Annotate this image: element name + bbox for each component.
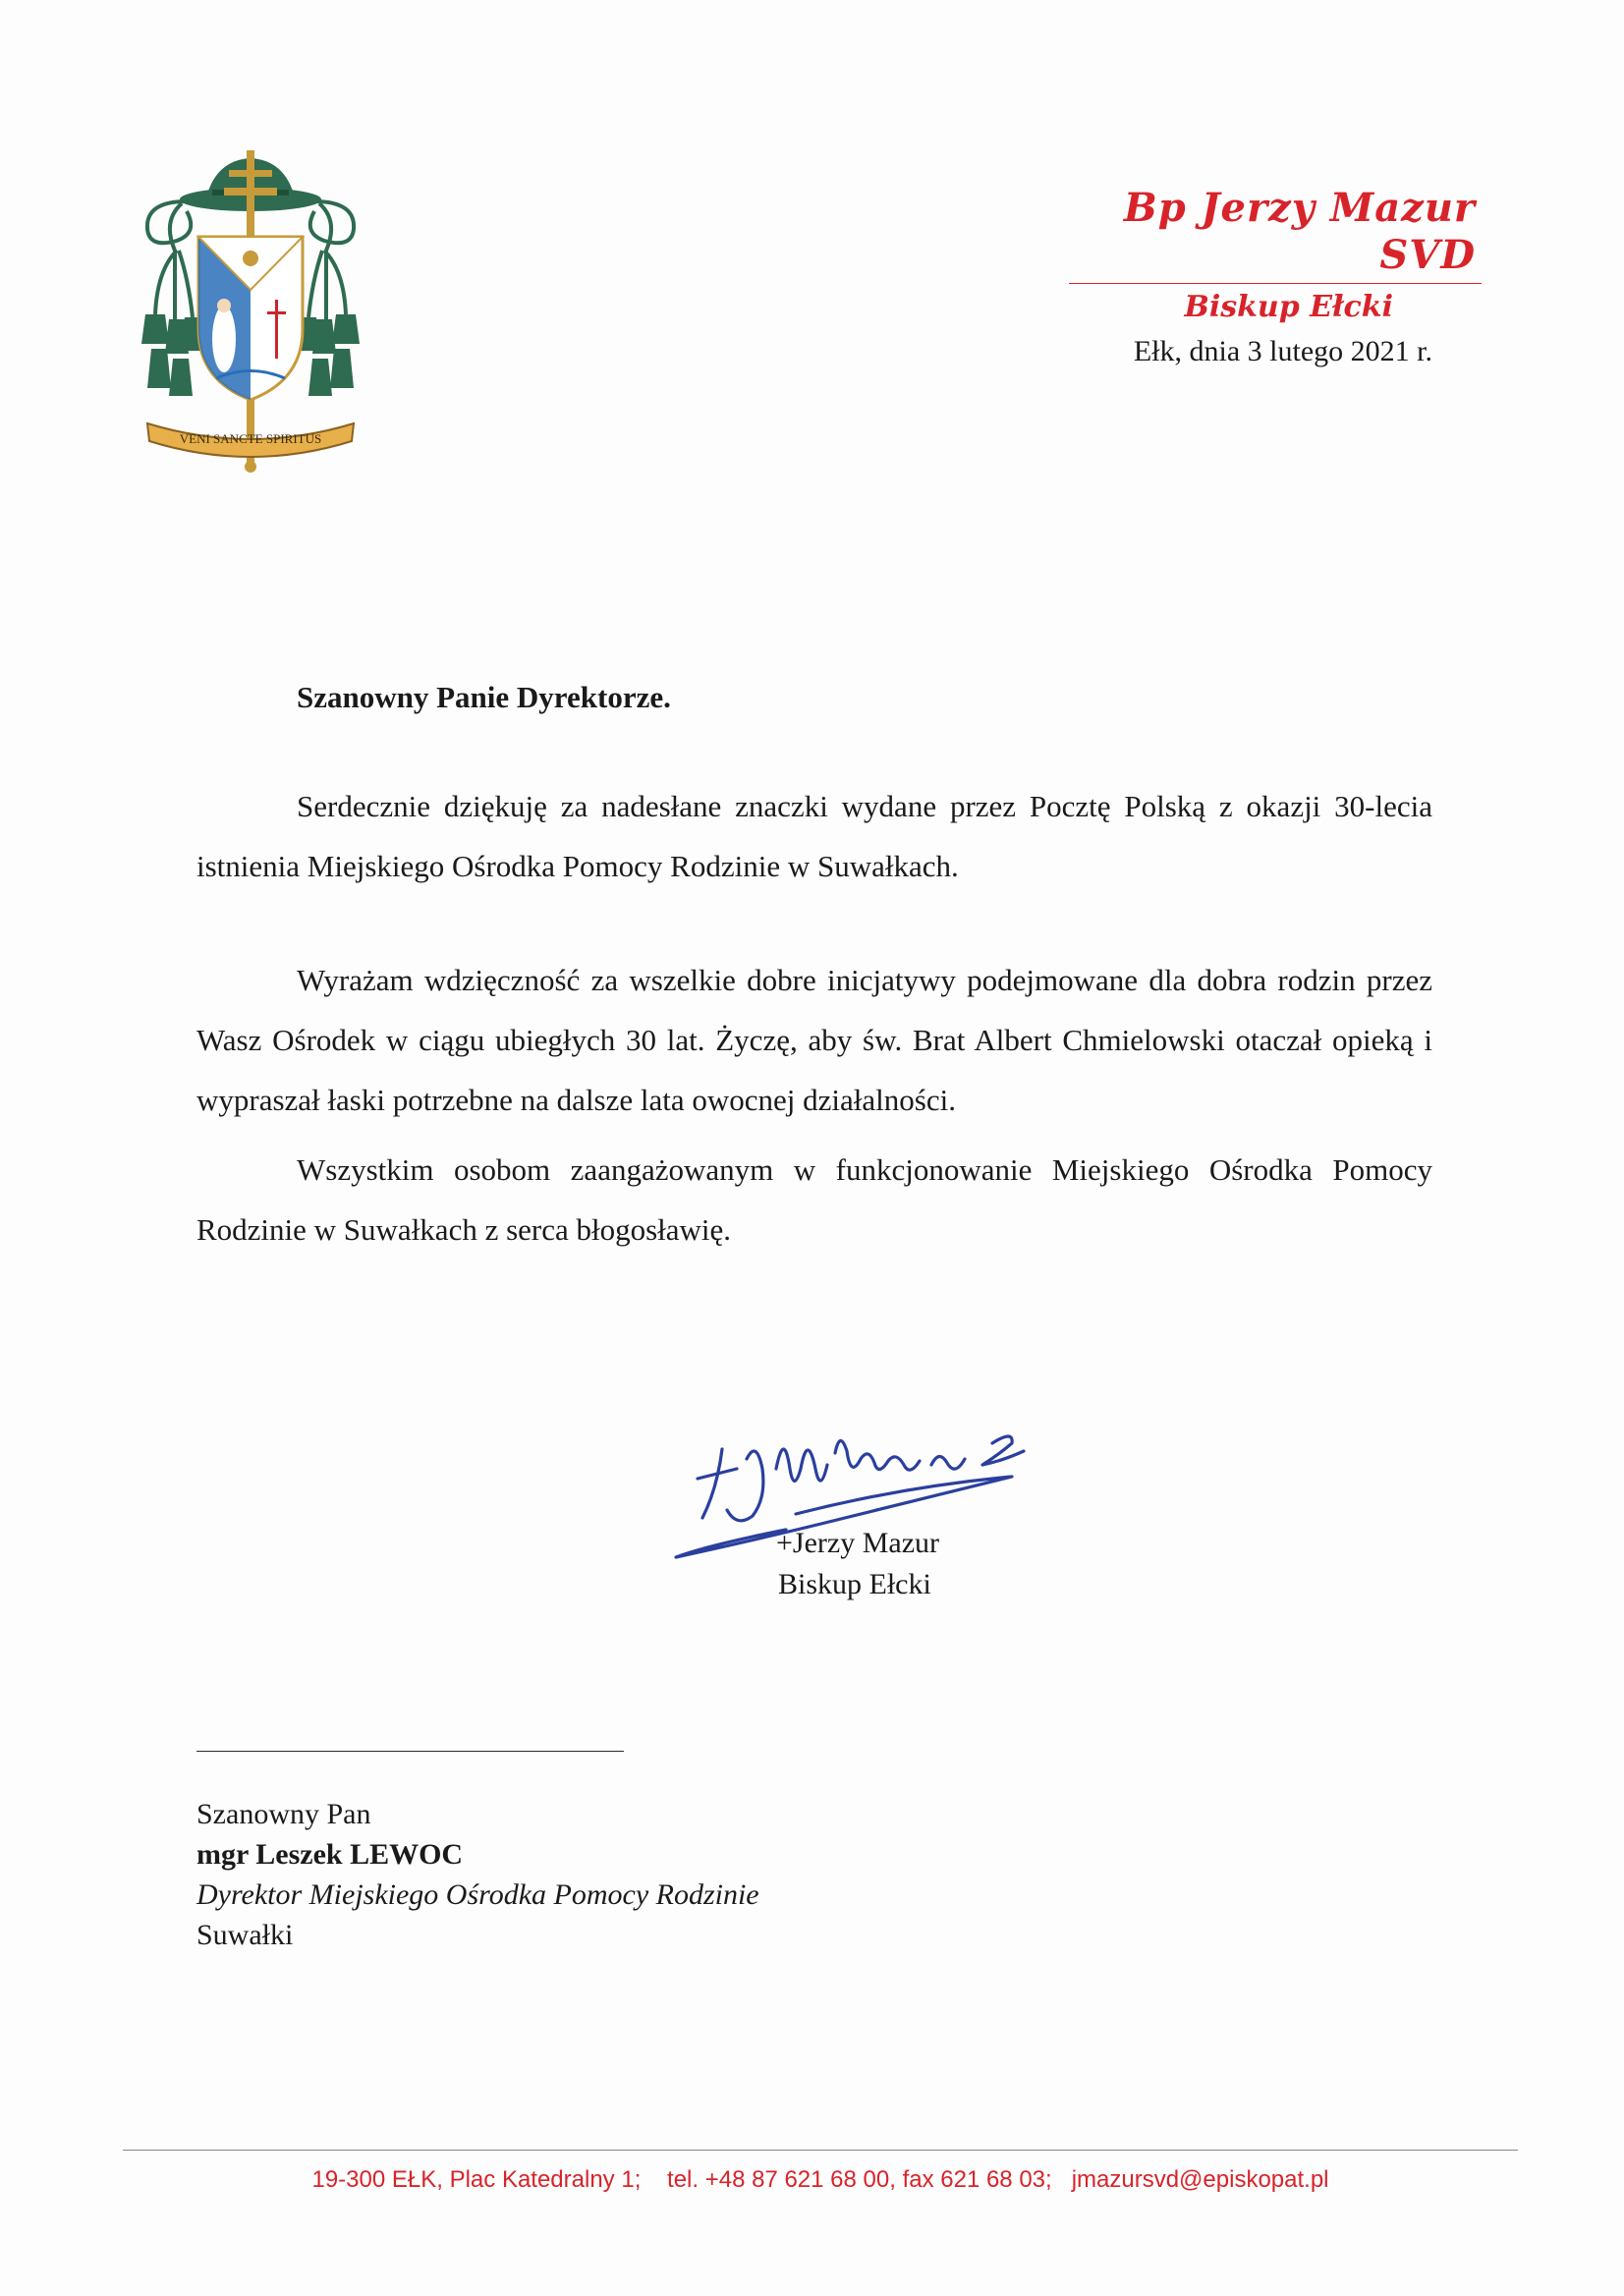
addressee-role: Dyrektor Miejskiego Ośrodka Pomocy Rodzinie — [196, 1878, 759, 1911]
addressee-name: mgr Leszek LEWOC — [196, 1838, 464, 1871]
addressee-greeting: Szanowny Pan — [196, 1798, 371, 1830]
paragraph-3: Wszystkim osobom zaangażowanym w funkcjonowanie Miejskiego Ośrodka Pomocy Rodzinie w Suwałkach z serca błogosławię. — [196, 1152, 1432, 1247]
footer-contact: 19-300 EŁK, Plac Katedralny 1; tel. +48 87 621 68 00, fax 621 68 03; jmazursvd@episkopat.pl — [311, 2166, 1329, 2193]
signer-title: Biskup Ełcki — [778, 1568, 931, 1600]
letterhead-name: Bp Jerzy Mazur SVD — [1069, 185, 1482, 284]
signer-block — [776, 1523, 939, 1605]
letterhead — [1069, 185, 1482, 329]
footer-divider — [123, 2150, 1518, 2151]
paragraph-1: Serdecznie dziękuję za nadesłane znaczki wydane przez Pocztę Polską z okazji 30-lecia istnienia Miejskiego Ośrodka Pomocy Rodzinie w Suwałkach. — [196, 789, 1432, 883]
paragraph-2: Wyrażam wdzięczność za wszelkie dobre inicjatywy podejmowane dla dobra rodzin przez Wasz Ośrodek w ciągu ubiegłych 30 lat. Życzę, aby św. Brat Albert Chmielowski otaczał opieką i wypraszał łaski potrzebne na dalsze lata owocnej działalności. — [196, 963, 1432, 1117]
letter-body — [196, 776, 1432, 1260]
addressee-block — [196, 1794, 759, 1955]
addressee-city: Suwałki — [196, 1919, 294, 1951]
salutation: Szanowny Panie Dyrektorze. — [297, 680, 671, 714]
shield-icon — [198, 237, 303, 400]
motto-text: VENI SANCTE SPIRITUS — [179, 431, 322, 446]
letterhead-title: Biskup Ełcki — [1184, 290, 1393, 324]
letter-date: Ełk, dnia 3 lutego 2021 r. — [1133, 335, 1432, 367]
coat-of-arms-emblem — [128, 142, 373, 486]
signer-name: +Jerzy Mazur — [776, 1527, 940, 1559]
divider-line — [196, 1751, 624, 1752]
